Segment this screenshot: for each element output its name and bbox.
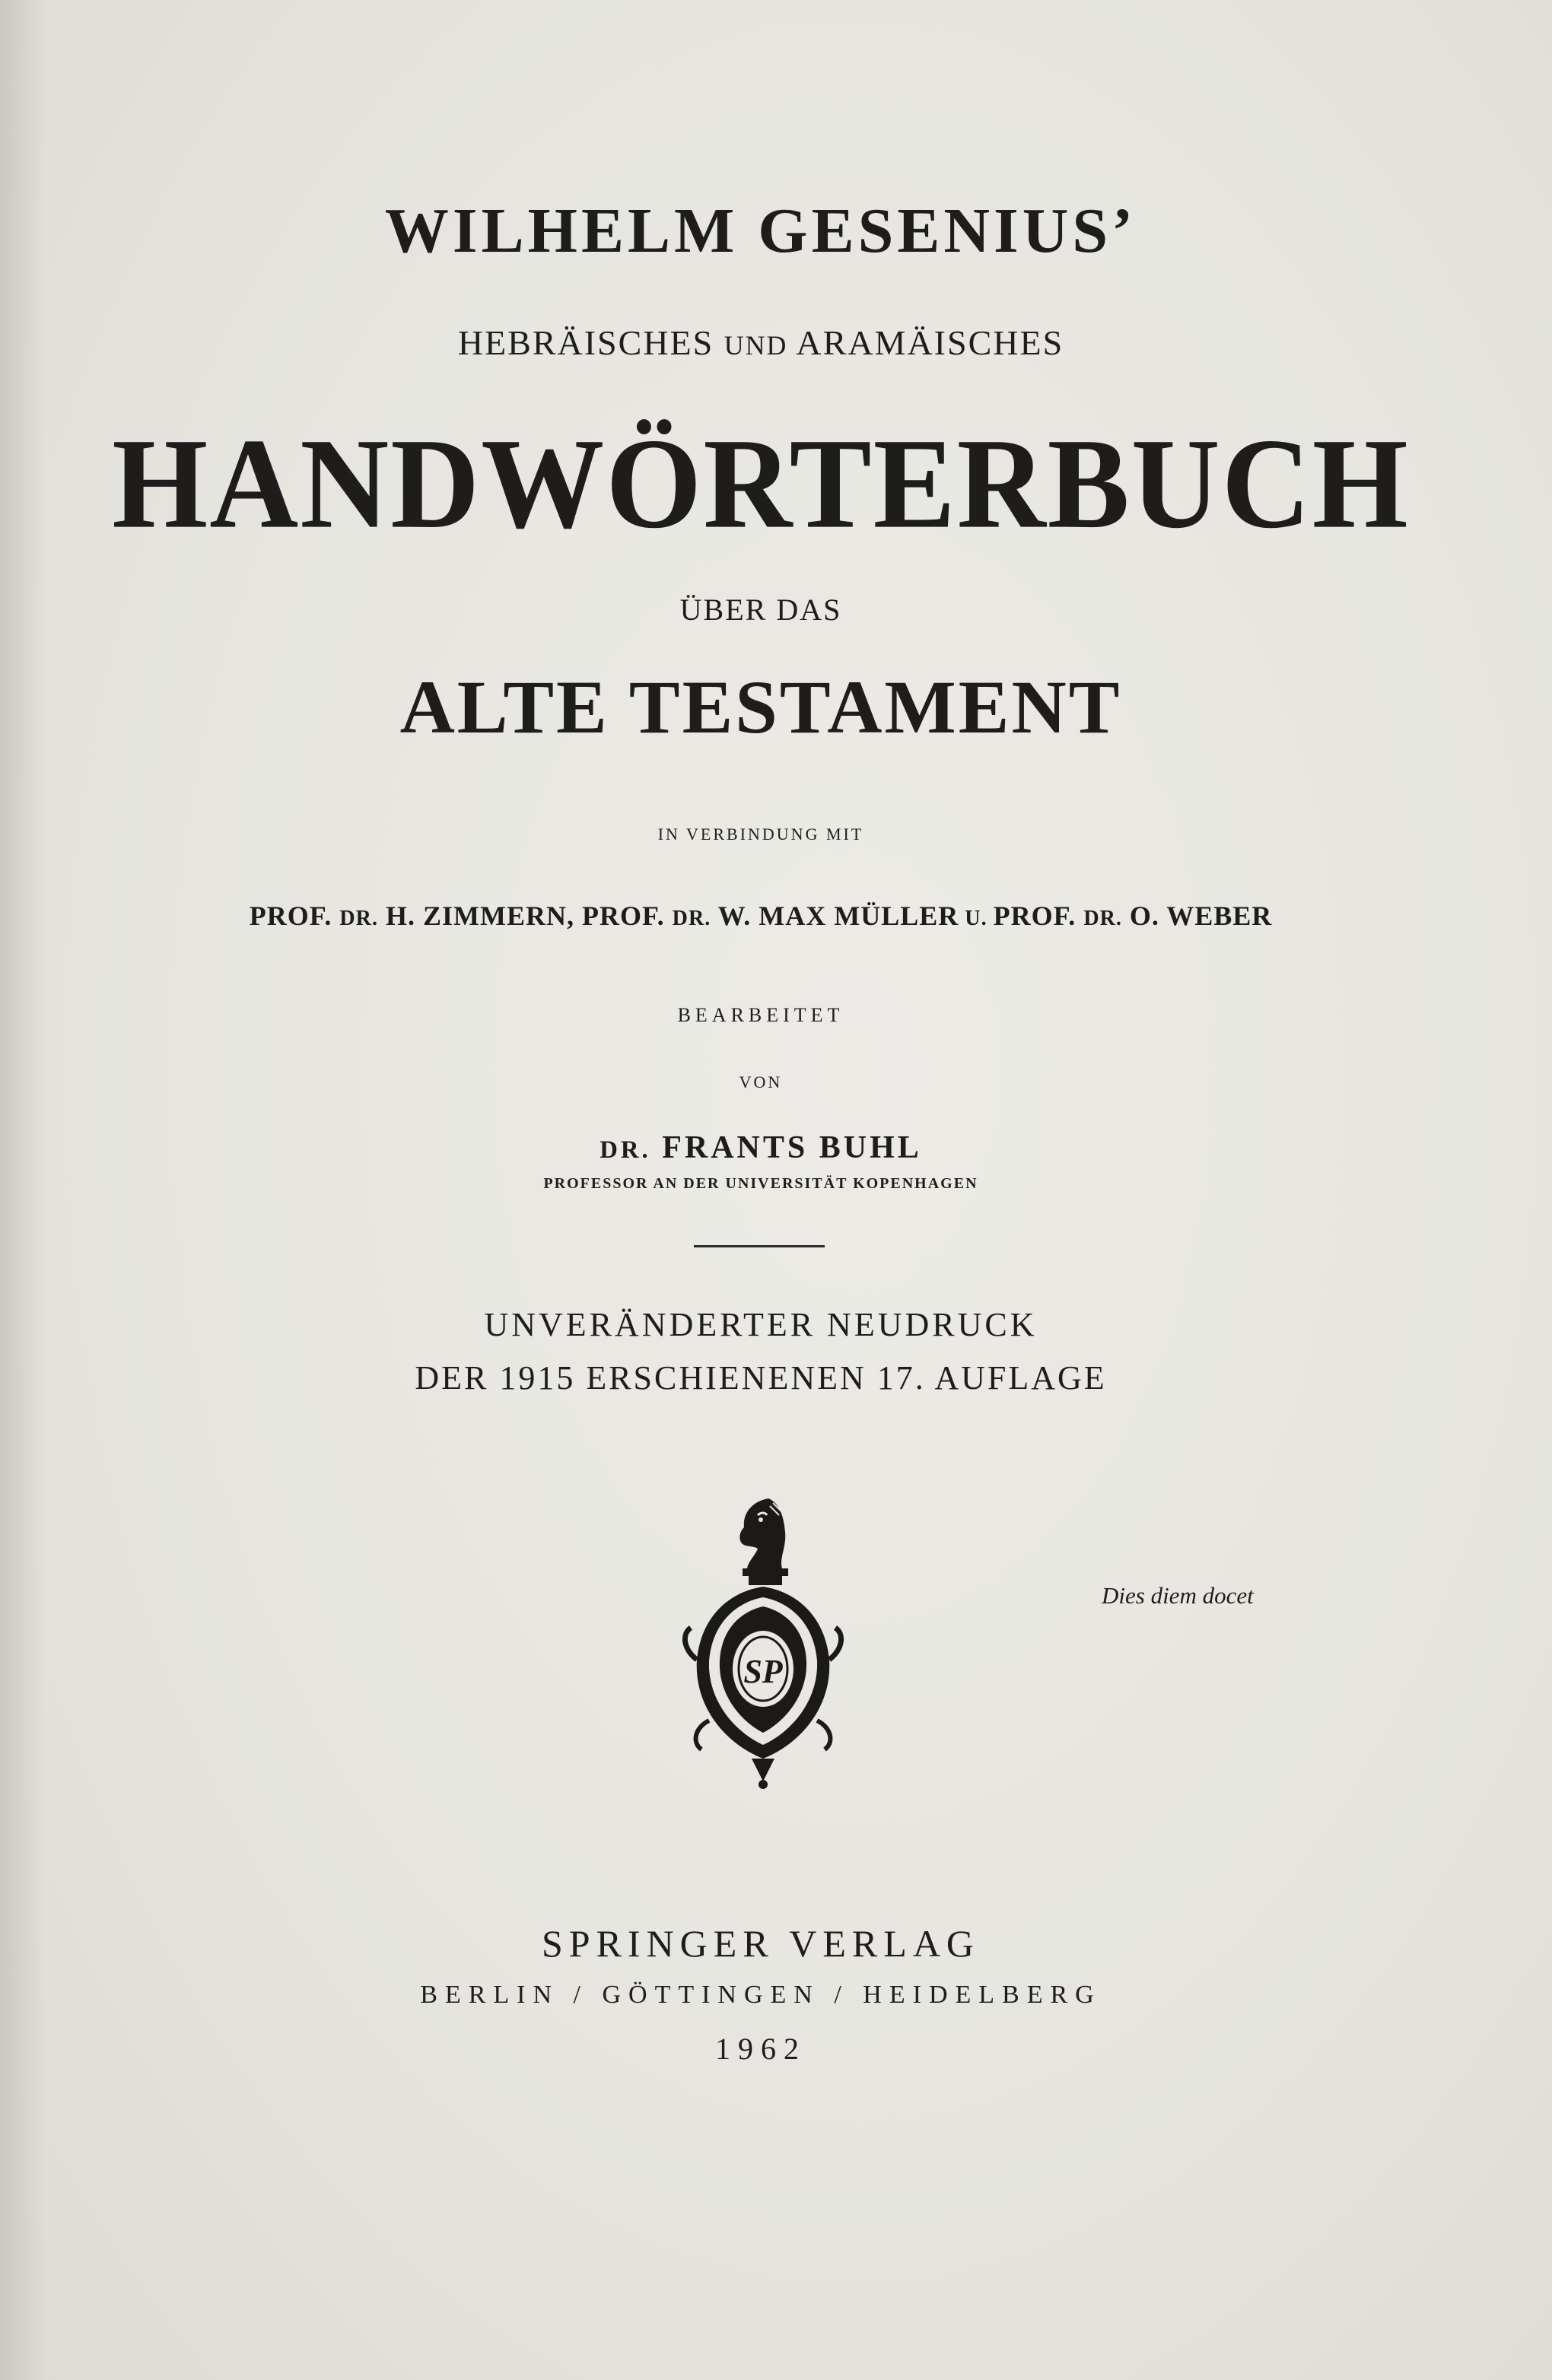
collaborators-line: [0, 902, 1522, 929]
subtitle-hebrew: HEBRÄISCHES: [457, 323, 714, 362]
subtitle-conjunction: UND: [724, 330, 788, 361]
subtitle-aramaic: ARAMÄISCHES: [796, 323, 1064, 362]
subtitle-ueber-das: ÜBER DAS: [679, 593, 842, 627]
main-title: HANDWÖRTERBUCH: [112, 412, 1410, 556]
divider-rule: [694, 1245, 825, 1247]
main-title-testament: ALTE TESTAMENT: [399, 665, 1122, 749]
separator-und: U.: [959, 907, 994, 930]
editor-role: PROFESSOR AN DER UNIVERSITÄT KOPENHAGEN: [543, 1175, 978, 1192]
collaborator-mueller: PROF. DR. W. MAX MÜLLER: [581, 901, 959, 931]
editor-title: DR.: [599, 1136, 651, 1164]
reprint-note-line2: DER 1915 ERSCHIENENEN 17. AUFLAGE: [415, 1359, 1107, 1397]
author-name: WILHELM GESENIUS’: [384, 195, 1137, 266]
editor-name: [0, 1132, 1522, 1164]
von-label: VON: [739, 1072, 783, 1091]
collaborator-weber: PROF. DR. O. WEBER: [993, 901, 1273, 931]
reprint-note-line1: UNVERÄNDERTER NEUDRUCK: [484, 1306, 1038, 1343]
edited-label: BEARBEITET: [677, 1004, 844, 1026]
publication-year: 1962: [715, 2032, 806, 2066]
logo-monogram: SP: [743, 1653, 783, 1690]
springer-knight-logo: [679, 1492, 848, 1791]
separator-comma: ,: [566, 901, 582, 931]
editor-fullname: FRANTS BUHL: [650, 1130, 922, 1165]
collaborator-zimmern: PROF. DR. H. ZIMMERN: [249, 901, 567, 931]
collaboration-intro: IN VERBINDUNG MIT: [657, 825, 864, 844]
publisher-cities: BERLIN / GÖTTINGEN / HEIDELBERG: [420, 1981, 1102, 2009]
publisher-name: SPRINGER VERLAG: [541, 1922, 981, 1965]
motto: Dies diem docet: [1102, 1582, 1254, 1609]
subtitle-languages: [0, 323, 1522, 362]
